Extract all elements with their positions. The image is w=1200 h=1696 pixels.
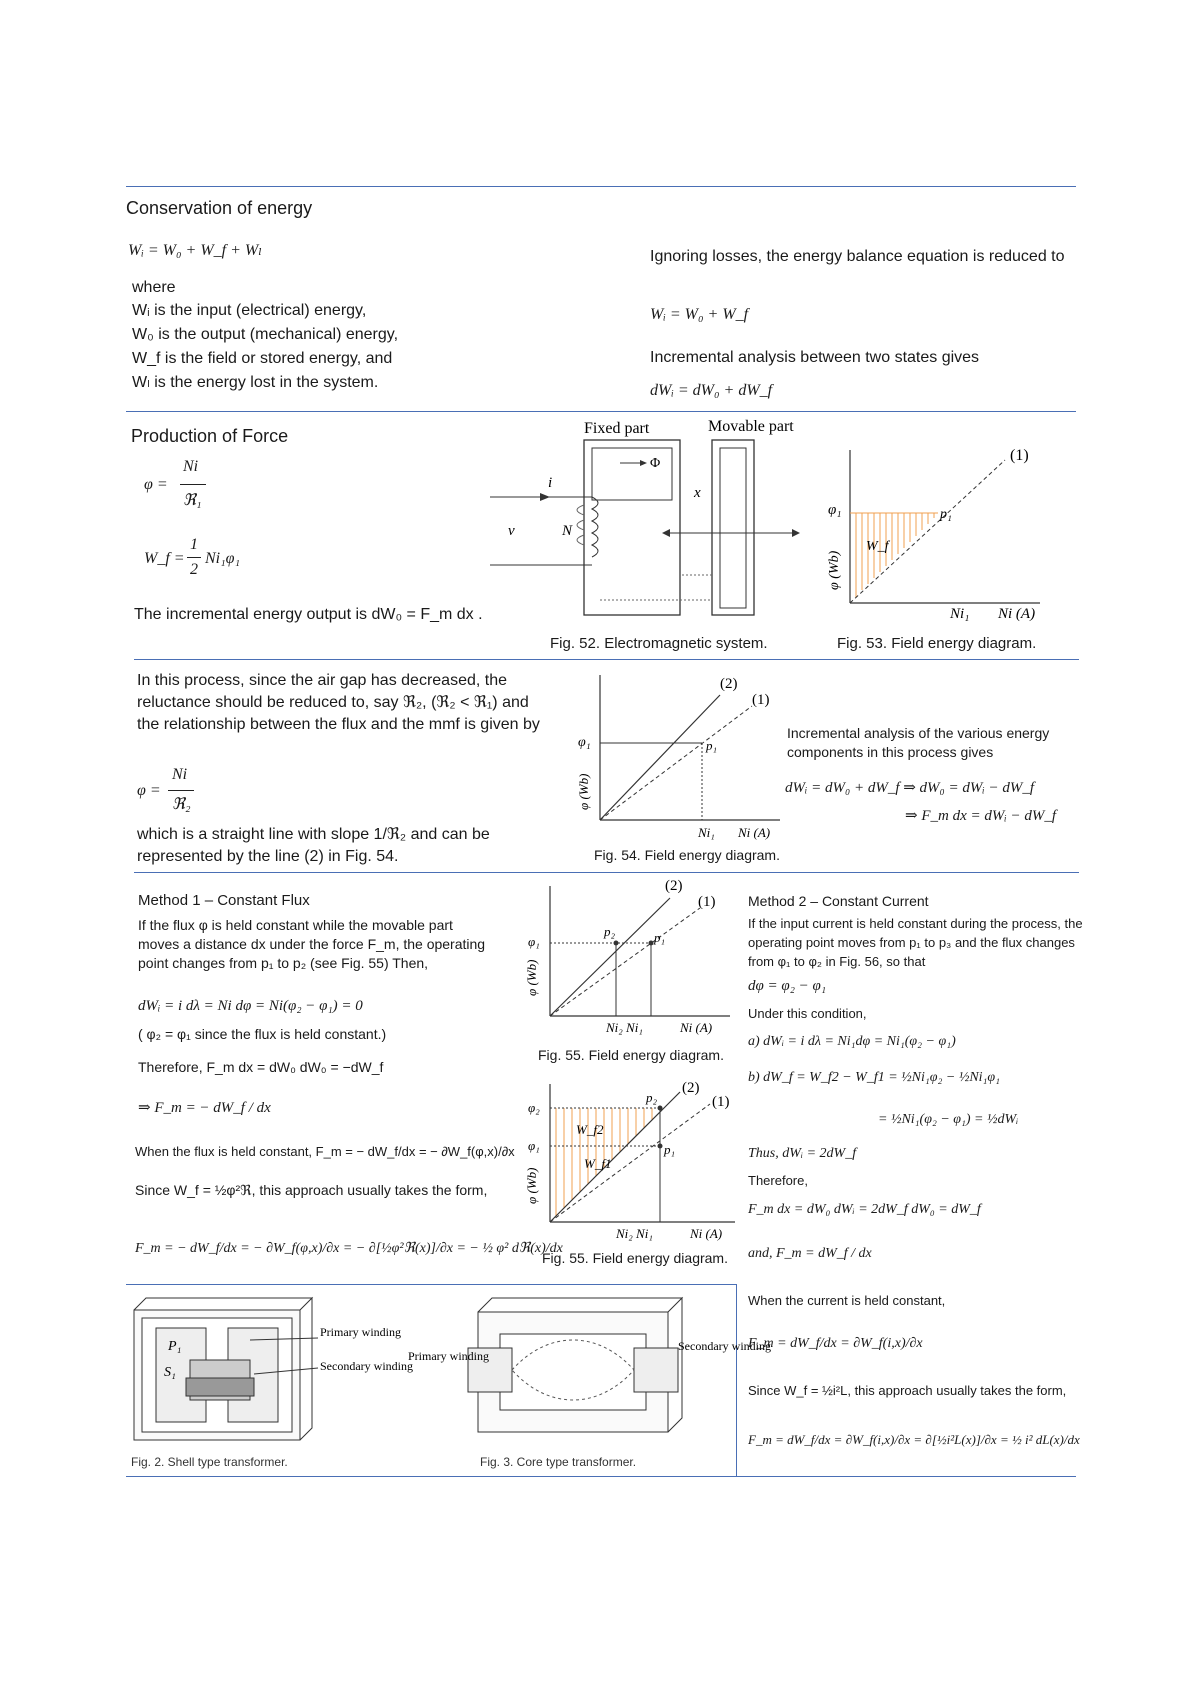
fig53-caption: Fig. 53. Field energy diagram. (837, 635, 1037, 652)
rule-sec4 (134, 872, 1079, 873)
rule-sec3 (134, 659, 1079, 660)
ic-eq2: F_m = dW_f/dx = ∂W_f(i,x)/∂x = ∂[½i²L(x)]/∂x = ½ i² dL(x)/dx (748, 1432, 1080, 1447)
svg-text:(2): (2) (720, 676, 738, 692)
svg-text:p₁: p₁ (664, 1142, 676, 1157)
m1-since: Since W_f = ½φ²ℜ, this approach usually takes the form, (135, 1182, 488, 1198)
m1-flux-constant: When the flux is held constant, F_m = − dW_f/dx = − ∂W_f(φ,x)/∂x (135, 1144, 515, 1159)
svg-text:φ₂: φ₂ (528, 1100, 540, 1115)
ic-eq1: F_m = dW_f/dx = ∂W_f(i,x)/∂x (748, 1336, 923, 1351)
point-p2 (614, 941, 619, 946)
line-1 (550, 1104, 710, 1222)
svg-text:φ (Wb): φ (Wb) (524, 959, 539, 996)
rule-sec5 (126, 1284, 736, 1285)
def-wo: W₀ is the output (mechanical) energy, (132, 326, 399, 343)
m2-eq-a: a) dWᵢ = i dλ = Ni₁dφ = Ni₁(φ₂ − φ₁) (748, 1034, 956, 1049)
eq3-phi-num: Ni (172, 766, 188, 783)
svg-text:(2): (2) (665, 878, 683, 894)
svg-text:Ni₂ Ni₁: Ni₂ Ni₁ (606, 1020, 643, 1035)
svg-text:W_f: W_f (866, 539, 889, 554)
svg-text:p₁: p₁ (654, 930, 666, 945)
point-p2 (658, 1106, 663, 1111)
eq-wf-lhs: W_f = (144, 550, 185, 567)
m1-eq-dwi: dWᵢ = i dλ = Ni dφ = Ni(φ₂ − φ₁) = 0 (138, 998, 363, 1014)
method2-text: If the input current is held constant during the process, the operating point moves from p₁ to p₃ and the flux changes from φ₁ to φ₂ in Fig. 56, so that (748, 916, 1083, 969)
line-1 (550, 908, 700, 1016)
svg-text:N: N (562, 523, 573, 539)
eq3-phi-den: ℜ₂ (172, 796, 191, 813)
m1-eq-fm: ⇒ F_m = − dW_f / dx (138, 1100, 271, 1116)
equation-incremental: dWᵢ = dW₀ + dW_f (650, 382, 773, 399)
m1-eq-final: F_m = − dW_f/dx = − ∂W_f(φ,x)/∂x = − ∂[½φ²ℜ(x)]/∂x = − ½ φ² dℜ(x)/dx (135, 1241, 563, 1256)
incremental-output-text: The incremental energy output is dW₀ = F_m dx . (134, 606, 483, 623)
def-wf: W_f is the field or stored energy, and (132, 350, 393, 367)
incremental-components-text: Incremental analysis of the various energy components in this process gives (787, 725, 1050, 760)
method1-title: Method 1 – Constant Flux (138, 892, 310, 909)
def-wi: Wᵢ is the input (electrical) energy, (132, 302, 367, 319)
m2-eq-b2: = ½Ni₁(φ₂ − φ₁) = ½dWᵢ (878, 1112, 1019, 1127)
svg-text:φ₁: φ₁ (578, 735, 591, 750)
svg-text:W_f1: W_f1 (584, 1156, 612, 1171)
ignoring-losses-text: Ignoring losses, the energy balance equation is reduced to (650, 248, 1065, 265)
svg-text:(1): (1) (698, 894, 716, 910)
eq-phi-lhs: φ = (144, 476, 168, 493)
fraction-bar (180, 484, 206, 485)
equation-reduced: Wᵢ = W₀ + W_f (650, 306, 749, 323)
line-1 (600, 706, 752, 820)
svg-text:Ni₁: Ni₁ (698, 825, 715, 840)
m2-thus: Thus, dWᵢ = 2dW_f (748, 1146, 857, 1161)
fig54-field-energy-diagram (570, 670, 790, 840)
reluctance-paragraph: In this process, since the air gap has decreased, the reluctance should be reduced to, say ℜ₂, (ℜ₂ < ℜ₁) and the relationship between the flux and the mmf is given by (137, 672, 540, 733)
svg-text:(1): (1) (1010, 447, 1029, 464)
svg-text:i: i (548, 475, 553, 491)
line-1 (850, 460, 1005, 603)
svg-text:φ₁: φ₁ (528, 1138, 540, 1153)
shell-type-transformer (130, 1290, 413, 1450)
eq3-incremental-1: dWᵢ = dW₀ + dW_f ⇒ dW₀ = dWᵢ − dW_f (785, 780, 1035, 796)
where-label: where (132, 279, 176, 296)
rule-sec2 (126, 411, 1076, 412)
fig55a-field-energy-diagram (520, 876, 735, 1041)
label-movable-part: Movable part (708, 418, 794, 435)
svg-text:Ni (A): Ni (A) (680, 1020, 713, 1035)
equation-energy-balance: Wᵢ = W₀ + W_f + Wₗ (128, 242, 263, 259)
svg-text:P₁: P₁ (168, 1339, 182, 1354)
fig53-field-energy-diagram (820, 440, 1060, 620)
m2-under: Under this condition, (748, 1006, 867, 1021)
fig55b-field-energy-diagram (520, 1074, 745, 1244)
fraction-bar (168, 790, 194, 791)
svg-text:φ₁: φ₁ (828, 502, 842, 518)
svg-text:Ni₂ Ni₁: Ni₂ Ni₁ (616, 1226, 653, 1241)
secondary-winding (186, 1378, 254, 1396)
movable-plate (712, 440, 754, 615)
point-p1 (658, 1144, 663, 1149)
svg-text:S₁: S₁ (164, 1365, 176, 1380)
fig52-caption: Fig. 52. Electromagnetic system. (550, 635, 768, 652)
label-fixed-part: Fixed part (584, 420, 650, 437)
eq3-incremental-2: ⇒ F_m dx = dWᵢ − dW_f (905, 808, 1056, 824)
straight-line-paragraph: which is a straight line with slope 1/ℜ₂ and can be represented by the line (2) in Fig. 54. (137, 826, 490, 865)
rule-bottom (126, 1476, 1076, 1477)
secondary-coil (634, 1348, 678, 1392)
svg-text:(1): (1) (712, 1094, 730, 1110)
m2-eq-b: b) dW_f = W_f2 − W_f1 = ½Ni₁φ₂ − ½Ni₁φ₁ (748, 1070, 1001, 1085)
section-title-conservation: Conservation of energy (126, 198, 313, 218)
core-caption: Fig. 3. Core type transformer. (480, 1455, 637, 1469)
current-arrow (540, 493, 550, 501)
rule-top (126, 186, 1076, 187)
fig55b-caption: Fig. 55. Field energy diagram. (542, 1250, 728, 1266)
eq3-phi-lhs: φ = (137, 782, 161, 799)
eq-wf-rhs: Ni₁φ₁ (205, 550, 241, 567)
eq-phi-den: ℜ₁ (183, 492, 202, 509)
m2-eq-dphi: dφ = φ₂ − φ₁ (748, 978, 827, 994)
svg-text:v: v (508, 523, 515, 539)
shell-caption: Fig. 2. Shell type transformer. (131, 1455, 288, 1469)
method1-text: If the flux φ is held constant while the movable part moves a distance dx under the force F_m, the operating point changes from p₁ to p₂ (see Fig. 55) Then, (138, 917, 486, 971)
incremental-text: Incremental analysis between two states gives (650, 349, 980, 366)
svg-text:Secondary winding: Secondary winding (320, 1359, 413, 1373)
svg-text:φ (Wb): φ (Wb) (576, 773, 591, 810)
svg-text:(1): (1) (752, 692, 770, 708)
m2-eq3: F_m dx = dW₀ dWᵢ = 2dW_f dW₀ = dW_f (748, 1202, 981, 1217)
svg-text:Ni₁: Ni₁ (950, 606, 970, 622)
line-2 (550, 898, 670, 1016)
svg-text:Ni (A): Ni (A) (690, 1226, 723, 1241)
svg-text:p₂: p₂ (646, 1090, 658, 1105)
fraction-bar (187, 557, 201, 558)
point-p1 (649, 941, 654, 946)
svg-text:Ni (A): Ni (A) (738, 825, 771, 840)
eq-wf-num: 1 (190, 536, 198, 553)
ic-since: Since W_f = ½i²L, this approach usually takes the form, (748, 1383, 1067, 1398)
svg-text:p₁: p₁ (940, 507, 952, 522)
fig54-caption: Fig. 54. Field energy diagram. (594, 847, 780, 863)
ic-text: When the current is held constant, (748, 1293, 946, 1308)
svg-text:W_f2: W_f2 (576, 1122, 604, 1137)
core-type-transformer (408, 1290, 771, 1450)
svg-text:φ (Wb): φ (Wb) (827, 550, 842, 590)
eq-phi-num: Ni (183, 458, 199, 475)
wf-hatching (856, 513, 934, 597)
m1-flux-note: ( φ₂ = φ₁ since the flux is held constant.) (138, 1026, 387, 1042)
section-title-force: Production of Force (131, 426, 289, 446)
svg-text:φ (Wb): φ (Wb) (524, 1167, 539, 1204)
svg-text:(2): (2) (682, 1080, 700, 1096)
m2-therefore: Therefore, (748, 1173, 808, 1188)
coil-winding (592, 497, 598, 557)
svg-text:Ni (A): Ni (A) (998, 606, 1036, 622)
method2-title: Method 2 – Constant Current (748, 893, 929, 909)
svg-text:Primary winding: Primary winding (408, 1349, 489, 1363)
svg-text:Primary winding: Primary winding (320, 1325, 401, 1339)
eq-wf-den: 2 (190, 561, 198, 578)
fig52-electromagnetic-system (480, 415, 820, 635)
svg-text:φ₁: φ₁ (528, 934, 540, 949)
def-wl: Wₗ is the energy lost in the system. (132, 374, 379, 391)
svg-text:p₂: p₂ (604, 924, 616, 939)
svg-text:Φ: Φ (650, 456, 661, 471)
svg-text:Secondary winding: Secondary winding (678, 1339, 771, 1353)
svg-text:p₁: p₁ (706, 738, 718, 753)
m2-and: and, F_m = dW_f / dx (748, 1246, 872, 1261)
fig55a-caption: Fig. 55. Field energy diagram. (538, 1047, 724, 1063)
svg-text:x: x (694, 485, 701, 501)
line-2 (600, 695, 720, 820)
m1-therefore: Therefore, F_m dx = dW₀ dW₀ = −dW_f (138, 1059, 384, 1075)
